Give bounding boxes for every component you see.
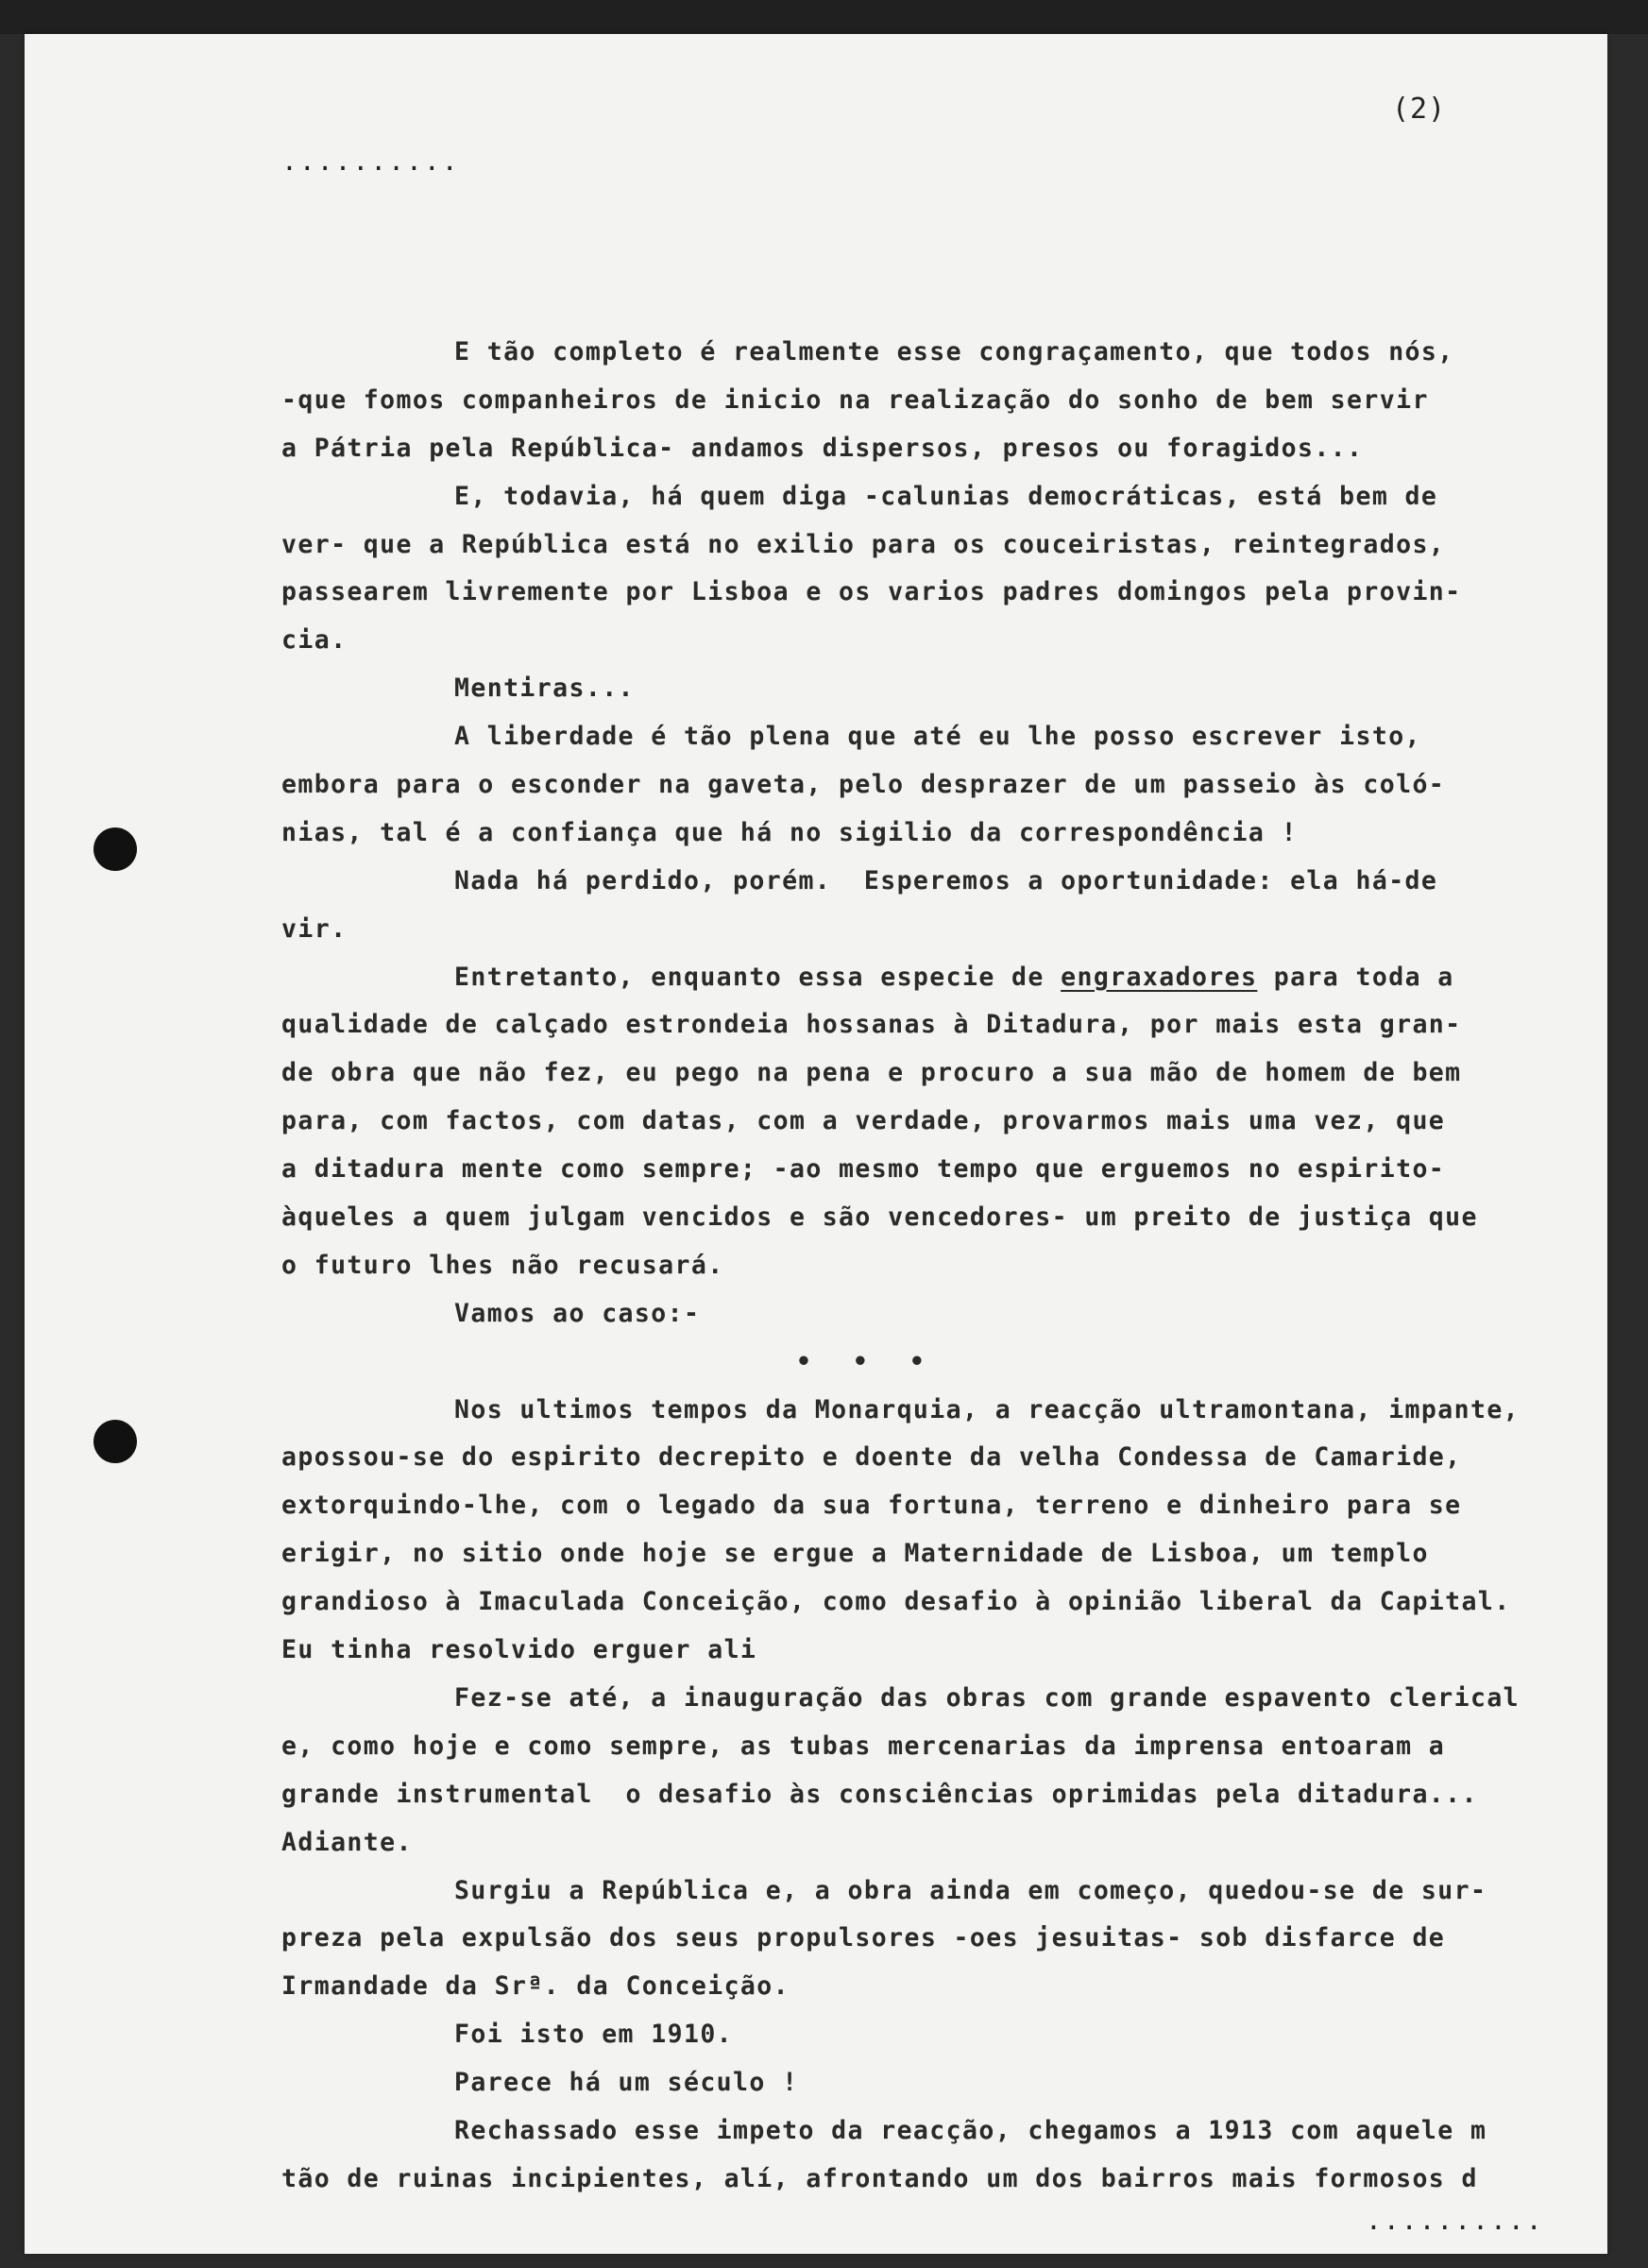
text-line: Irmandade da Srª. da Conceição. bbox=[281, 1971, 790, 2002]
text-line: nias, tal é a confiança que há no sigilio da correspondência ! bbox=[281, 817, 1298, 847]
text-line: Adiante. bbox=[281, 1827, 413, 1857]
text-line: E, todavia, há quem diga -calunias democráticas, está bem de bbox=[454, 481, 1438, 511]
text-line: para, com factos, com datas, com a verdade, provarmos mais uma vez, que bbox=[281, 1106, 1446, 1136]
text-line: Parece há um século ! bbox=[454, 2068, 799, 2098]
continuation-marker-top: .......... bbox=[281, 145, 460, 177]
text-line: preza pela expulsão dos seus propulsores -oes jesuitas- sob disfarce de bbox=[281, 1923, 1446, 1953]
text-line: Surgiu a República e, a obra ainda em começo, quedou-se de sur- bbox=[454, 1875, 1487, 1905]
text-line: extorquindo-lhe, com o legado da sua fortuna, terreno e dinheiro para se bbox=[281, 1491, 1462, 1521]
document-page bbox=[25, 34, 1607, 2254]
text-line: Rechassado esse impeto da reacção, chegamos a 1913 com aquele m bbox=[454, 2115, 1487, 2145]
text-line: Mentiras... bbox=[454, 674, 635, 704]
text-line: apossou-se do espirito decrepito e doente da velha Condessa de Camaride, bbox=[281, 1442, 1462, 1473]
text-line: erigir, no sitio onde hoje se ergue a Maternidade de Lisboa, um templo bbox=[281, 1539, 1429, 1569]
typed-text-body bbox=[281, 329, 1599, 2204]
text-line: embora para o esconder na gaveta, pelo desprazer de um passeio às coló- bbox=[281, 770, 1446, 800]
section-separator: • • • bbox=[796, 1346, 938, 1376]
text-line: Vamos ao caso:- bbox=[454, 1298, 701, 1328]
text-line: E tão completo é realmente esse congraçamento, que todos nós, bbox=[454, 337, 1454, 367]
continuation-marker-bottom: .......... bbox=[1366, 2205, 1544, 2236]
text-line: a ditadura mente como sempre; -ao mesmo tempo que erguemos no espirito- bbox=[281, 1154, 1446, 1185]
text-line: A liberdade é tão plena que até eu lhe posso escrever isto, bbox=[454, 722, 1421, 752]
text-line: -que fomos companheiros de inicio na realização do sonho de bem servir bbox=[281, 384, 1429, 415]
punch-hole bbox=[93, 1420, 137, 1463]
text-line: o futuro lhes não recusará. bbox=[281, 1250, 724, 1280]
text-line: Nos ultimos tempos da Monarquia, a reacção ultramontana, impante, bbox=[454, 1394, 1521, 1424]
scanner-frame bbox=[0, 0, 1648, 34]
text-line: tão de ruinas incipientes, alí, afrontando um dos bairros mais formosos d bbox=[281, 2163, 1478, 2193]
text-line: ver- que a República está no exilio para os couceiristas, reintegrados, bbox=[281, 529, 1446, 559]
text-line: Eu tinha resolvido erguer ali bbox=[281, 1635, 757, 1665]
text-line: Foi isto em 1910. bbox=[454, 2020, 734, 2050]
underlined-word: engraxadores bbox=[1061, 962, 1258, 992]
text-line: passearem livremente por Lisboa e os varios padres domingos pela provin- bbox=[281, 577, 1462, 607]
punch-hole bbox=[93, 827, 137, 871]
text-line: e, como hoje e como sempre, as tubas mercenarias da imprensa entoaram a bbox=[281, 1731, 1446, 1761]
text-line: vir. bbox=[281, 913, 348, 944]
text-line: Fez-se até, a inauguração das obras com grande espavento clerical bbox=[454, 1682, 1521, 1713]
text-line: grande instrumental o desafio às consciências oprimidas pela ditadura... bbox=[281, 1779, 1478, 1809]
text-line: a Pátria pela República- andamos dispersos, presos ou foragidos... bbox=[281, 433, 1364, 463]
text-segment: Entretanto, enquanto essa especie de bbox=[454, 962, 1062, 992]
page-number: (2) bbox=[1392, 93, 1447, 126]
text-line: cia. bbox=[281, 625, 348, 656]
text-line: de obra que não fez, eu pego na pena e procuro a sua mão de homem de bem bbox=[281, 1058, 1462, 1088]
text-line: àqueles a quem julgam vencidos e são vencedores- um preito de justiça que bbox=[281, 1202, 1478, 1233]
text-line: Nada há perdido, porém. Esperemos a oportunidade: ela há-de bbox=[454, 865, 1438, 895]
text-segment: para toda a bbox=[1257, 962, 1454, 992]
text-line: qualidade de calçado estrondeia hossanas à Ditadura, por mais esta gran- bbox=[281, 1010, 1462, 1040]
text-line bbox=[281, 954, 1599, 1002]
text-line: grandioso à Imaculada Conceição, como desafio à opinião liberal da Capital. bbox=[281, 1587, 1511, 1617]
